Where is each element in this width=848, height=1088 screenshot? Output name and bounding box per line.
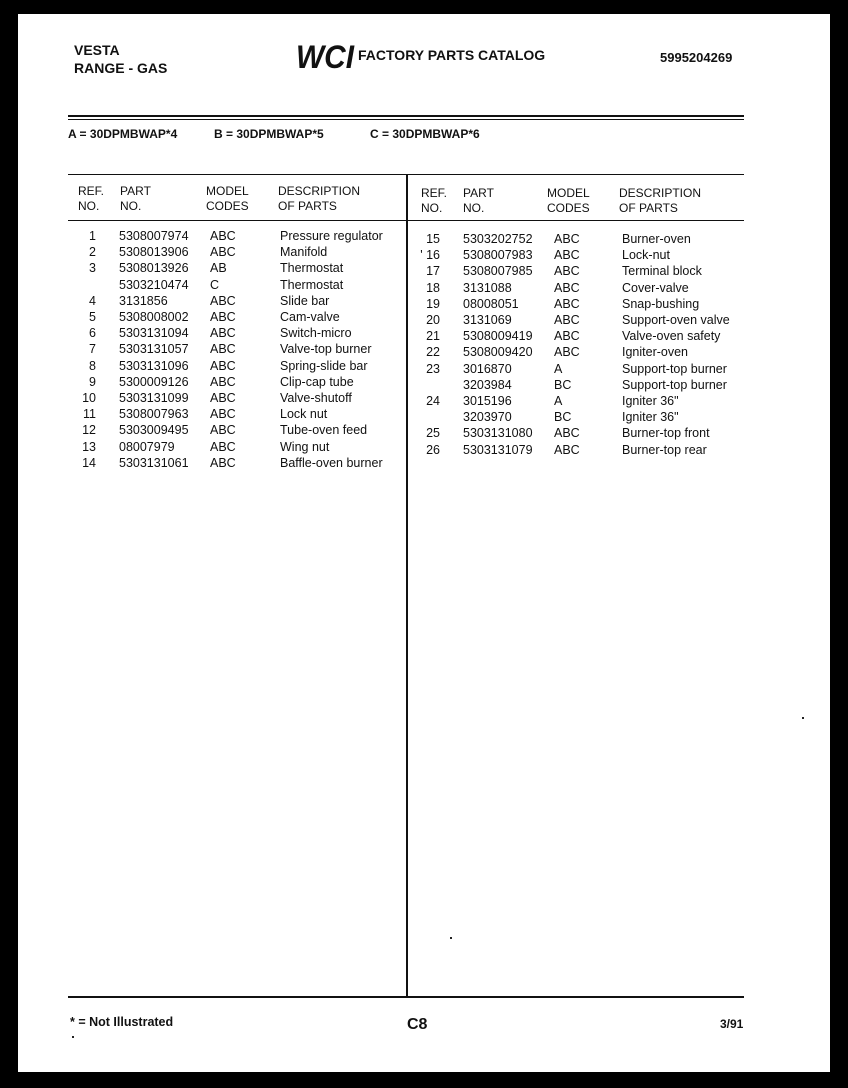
part-description: Valve-top burner (280, 342, 372, 357)
part-no: 5308007974 (119, 229, 189, 243)
ref-no: 7 (89, 342, 96, 357)
left-header-part: PART NO. (120, 184, 151, 213)
right-header-part: PART NO. (463, 186, 494, 215)
catalog-page (18, 14, 830, 1072)
part-description: Valve-shutoff (280, 391, 352, 405)
model-codes: ABC (554, 345, 580, 360)
part-description: Igniter 36" (622, 394, 679, 408)
model-codes: ABC (210, 374, 236, 389)
left-header-ref: REF. NO. (78, 184, 105, 213)
right-header-model: MODEL CODES (547, 186, 590, 215)
part-no: 3203970 (463, 410, 512, 425)
ref-no: 23 (426, 361, 440, 376)
ref-no: 21 (426, 329, 440, 344)
part-no: 5308013926 (119, 261, 189, 276)
model-codes: ABC (554, 296, 580, 311)
model-codes: ABC (554, 280, 580, 295)
model-codes: BC (554, 410, 572, 425)
part-no: 5308007985 (463, 264, 533, 279)
left-header-desc: DESCRIPTION OF PARTS (278, 184, 361, 213)
right-header-desc: DESCRIPTION OF PARTS (619, 186, 702, 215)
part-no: 5303210474 (119, 277, 189, 292)
wci-logo (294, 38, 356, 72)
part-description: Igniter 36" (622, 410, 679, 425)
part-description: Support-oven valve (622, 313, 730, 327)
ref-no: 14 (82, 455, 96, 470)
part-no: 5308009420 (463, 345, 533, 360)
part-description: Support-top burner (622, 377, 727, 392)
left-header-model: MODEL CODES (206, 184, 249, 213)
ref-no: 5 (89, 310, 96, 324)
column-divider (406, 174, 408, 996)
part-description: Burner-oven (622, 232, 691, 246)
part-description: Clip-cap tube (280, 374, 354, 389)
ref-no: 13 (82, 439, 96, 454)
ref-no: ' 16 (420, 248, 440, 263)
model-code-c: C = 30DPMBWAP*6 (370, 127, 480, 141)
ref-no: 1 (89, 229, 96, 243)
model-codes: AB (210, 261, 227, 276)
product-name: RANGE - GAS (74, 60, 168, 76)
model-codes: C (210, 277, 220, 292)
part-no: 5308008002 (119, 310, 189, 324)
part-no: 08008051 (463, 296, 519, 311)
not-illustrated-note: * = Not Illustrated (70, 1015, 174, 1029)
part-no: 5303131057 (119, 342, 189, 357)
model-codes: ABC (210, 407, 236, 422)
part-description: Cam-valve (280, 310, 340, 324)
ref-no: 10 (82, 391, 96, 405)
ref-no: 6 (89, 326, 96, 341)
part-description: Thermostat (280, 261, 344, 276)
model-codes: BC (554, 377, 572, 392)
ref-no: 11 (83, 407, 96, 422)
model-codes: ABC (210, 358, 236, 373)
part-description: Baffle-oven burner (280, 455, 383, 470)
part-description: Igniter-oven (622, 345, 689, 360)
part-description: Wing nut (280, 439, 330, 454)
model-codes: ABC (210, 326, 236, 341)
part-no: 3015196 (463, 394, 512, 408)
part-no: 5303131094 (119, 326, 189, 341)
part-no: 5308013906 (119, 245, 189, 260)
part-description: Tube-oven feed (280, 423, 368, 438)
model-codes: ABC (554, 426, 580, 441)
part-no: 5303131080 (463, 426, 533, 441)
brand-name: VESTA (74, 42, 120, 58)
ref-no: 17 (426, 264, 440, 279)
ref-no: 4 (89, 293, 96, 308)
part-no: 5300009126 (119, 374, 189, 389)
logo-text: WCI (296, 39, 356, 72)
part-no: 3131069 (463, 313, 512, 327)
part-description: Snap-bushing (622, 296, 700, 311)
part-description: Valve-oven safety (622, 329, 721, 344)
part-no: 5303009495 (119, 423, 189, 438)
part-description: Terminal block (622, 264, 702, 279)
table-bottom-rule (68, 996, 744, 998)
model-codes: ABC (210, 293, 236, 308)
ref-no: 24 (426, 394, 440, 408)
header-rule-bottom (68, 119, 744, 120)
ref-no: 22 (426, 345, 440, 360)
ref-no: 9 (89, 374, 96, 389)
part-description: Switch-micro (280, 326, 352, 341)
part-description: Support-top burner (622, 361, 727, 376)
model-codes: ABC (554, 248, 580, 263)
part-description: Slide bar (280, 293, 330, 308)
model-code-a: A = 30DPMBWAP*4 (68, 127, 178, 141)
part-no: 5303131096 (119, 358, 189, 373)
model-codes: ABC (210, 439, 236, 454)
model-codes: ABC (554, 313, 580, 327)
right-header-ref: REF. NO. (421, 186, 448, 215)
model-codes: A (554, 394, 563, 408)
ref-no: 8 (89, 358, 96, 373)
catalog-number: 5995204269 (660, 50, 733, 65)
part-no: 08007979 (119, 439, 175, 454)
part-no: 3131856 (119, 293, 168, 308)
catalog-title: FACTORY PARTS CATALOG (358, 47, 546, 63)
scan-speck (72, 1036, 74, 1038)
ref-no: 15 (426, 232, 440, 246)
model-codes: ABC (210, 423, 236, 438)
model-codes: ABC (554, 329, 580, 344)
part-no: 3203984 (463, 377, 512, 392)
ref-no: 19 (426, 296, 440, 311)
part-no: 5308007963 (119, 407, 189, 422)
part-description: Lock-nut (622, 248, 670, 263)
part-description: Lock nut (280, 407, 328, 422)
model-codes: ABC (554, 442, 580, 457)
revision-date: 3/91 (720, 1017, 744, 1031)
part-no: 5303131079 (463, 442, 533, 457)
header-brand-block (74, 41, 167, 77)
model-codes: ABC (210, 342, 236, 357)
model-codes: ABC (210, 391, 236, 405)
part-no: 5308007983 (463, 248, 533, 263)
part-description: Thermostat (280, 277, 344, 292)
ref-no: 3 (89, 261, 96, 276)
ref-no: 12 (82, 423, 96, 438)
scan-speck (450, 937, 452, 939)
ref-no: 20 (426, 313, 440, 327)
model-codes: ABC (554, 264, 580, 279)
model-codes: ABC (210, 229, 236, 243)
ref-no: 26 (426, 442, 440, 457)
model-codes: ABC (210, 310, 236, 324)
model-codes: A (554, 361, 563, 376)
part-no: 5303131061 (119, 455, 189, 470)
part-no: 5303202752 (463, 232, 533, 246)
scan-speck (802, 717, 804, 719)
part-description: Manifold (280, 245, 328, 260)
model-code-b: B = 30DPMBWAP*5 (214, 127, 324, 141)
header-rule-top (68, 115, 744, 117)
part-no: 5308009419 (463, 329, 533, 344)
part-description: Spring-slide bar (280, 358, 368, 373)
part-description: Cover-valve (622, 280, 689, 295)
model-codes: ABC (554, 232, 580, 246)
model-codes: ABC (210, 245, 236, 260)
part-no: 5303131099 (119, 391, 189, 405)
part-no: 3131088 (463, 280, 512, 295)
part-no: 3016870 (463, 361, 512, 376)
part-description: Pressure regulator (280, 229, 383, 243)
page-number: C8 (407, 1016, 428, 1033)
ref-no: 18 (426, 280, 440, 295)
ref-no: 2 (89, 245, 96, 260)
part-description: Burner-top front (622, 426, 710, 441)
model-codes: ABC (210, 455, 236, 470)
part-description: Burner-top rear (622, 442, 707, 457)
ref-no: 25 (426, 426, 440, 441)
